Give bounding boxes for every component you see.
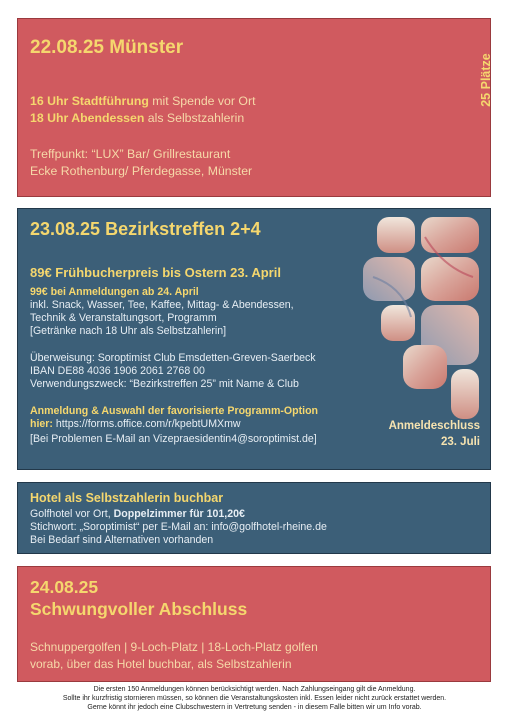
closing-card [17,566,491,682]
golf-options: Schnuppergolfen | 9-Loch-Platz | 18-Loch-Platz golfen [30,640,318,654]
meeting-point-line2: Ecke Rothenburg/ Pferdegasse, Münster [30,164,253,178]
signup-link-line [30,418,241,431]
hotel-location: Golfhotel vor Ort, [30,508,114,520]
problem-contact: [Bei Problemen E-Mail an Vizepraesidentin4@soroptimist.de] [30,433,317,445]
bezirkstreffen-title: 23.08.25 Bezirkstreffen 2+4 [30,219,261,239]
deadline-label: Anmeldeschluss [388,420,480,432]
city-tour-note: mit Spende vor Ort [148,94,256,108]
payment-reference: Verwendungszweck: “Bezirkstreffen 25” mit Name & Club [30,378,299,390]
munster-city-tour [30,93,256,109]
footer-line2: Sollte ihr kurzfristig stornieren müssen, so können die Veranstaltungskosten inkl. Essen leider nicht zurück erstattet werden. [62,695,447,702]
munster-card [17,18,491,197]
hotel-room-line [30,508,245,521]
hotel-room-price: Doppelzimmer für 101,20€ [113,508,245,520]
munster-title: 22.08.25 Münster [30,37,184,58]
closing-date: 24.08.25 [30,577,99,597]
hotel-card [17,482,491,554]
includes-line1: inkl. Snack, Wasser, Tee, Kaffee, Mittag- & Abendessen, [30,299,294,311]
iban: IBAN DE88 4036 1906 2061 2768 00 [30,365,205,377]
signup-heading: Anmeldung & Auswahl der favorisierte Programm-Option [30,405,319,417]
early-bird-price: 89€ Frühbucherpreis bis Ostern 23. April [30,265,281,280]
closing-title: Schwungvoller Abschluss [30,599,248,619]
signup-here-label: hier: [30,418,53,430]
regular-price: 99€ bei Anmeldungen ab 24. April [30,286,199,298]
munster-dinner [30,110,244,126]
footer-notes [0,685,509,712]
transfer-recipient: Überweisung: Soroptimist Club Emsdetten-Greven-Saerbeck [30,352,316,364]
dinner-time: 18 Uhr Abendessen [30,111,145,125]
drinks-note: [Getränke nach 18 Uhr als Selbstzahlerin] [30,325,227,337]
meeting-point-line1: Treffpunkt: “LUX” Bar/ Grillrestaurant [30,147,231,161]
city-tour-time: 16 Uhr Stadtführung [30,94,149,108]
signup-url-link[interactable]: https://forms.office.com/r/kpebtUMXmw [52,418,241,430]
hotel-keyword: Stichwort: „Soroptimist“ per E-Mail an: info@golfhotel-rheine.de [30,521,327,533]
footer-line3: Gerne könnt ihr jedoch eine Clubschwestern in Vertretung senden - in diesem Falle bitten wir um Info vorab. [87,704,422,711]
floral-art-icon [363,217,479,425]
deadline-date: 23. Juli [441,436,480,448]
dinner-note: als Selbstzahlerin [144,111,245,125]
footer-line1: Die ersten 150 Anmeldungen können berücksichtigt werden. Nach Zahlungseingang gilt die Anmeldung. [93,686,416,693]
includes-line2: Technik & Veranstaltungsort, Programm [30,312,217,324]
hotel-title: Hotel als Selbstzahlerin buchbar [30,491,224,505]
golf-booking-note: vorab, über das Hotel buchbar, als Selbstzahlerin [30,657,292,671]
seats-label: 25 Plätze [479,53,493,107]
hotel-alternatives: Bei Bedarf sind Alternativen vorhanden [30,534,214,546]
bezirkstreffen-card [17,208,491,470]
